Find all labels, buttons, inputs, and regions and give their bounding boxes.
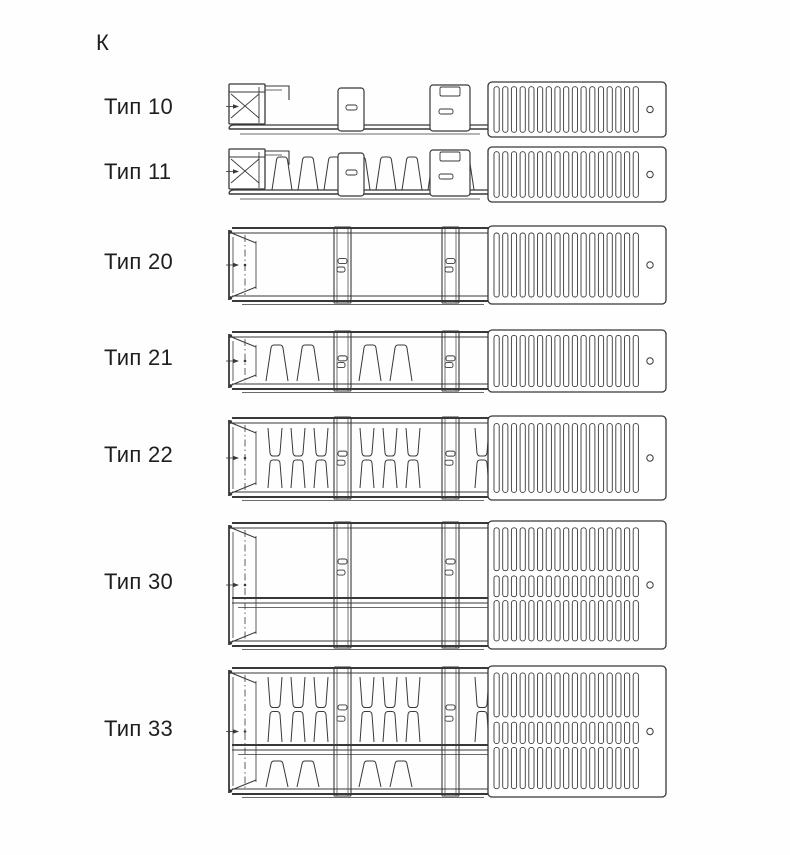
mounting-brackets [338,150,470,196]
type-label: Тип 21 [104,345,174,370]
radiator-diagram [216,412,672,504]
type-label: Тип 33 [104,715,174,741]
mounting-brackets [334,227,459,303]
mounting-brackets [338,85,470,131]
figure-corner-label: К [96,30,109,55]
radiator-row [0,143,790,206]
type-label: Тип 10 [104,93,174,119]
radiator-diagram [216,222,672,308]
radiator-diagram [216,662,672,801]
front-grille [488,521,666,649]
front-grille [488,416,666,500]
front-grille [488,226,666,304]
radiator-diagram [216,143,672,206]
radiator-diagram [216,326,672,396]
type-label: Тип 22 [104,442,174,467]
mounting-brackets [334,522,459,648]
mounting-brackets [334,331,459,391]
type-label: Тип 11 [104,158,172,184]
front-grille [488,330,666,392]
radiator-row [0,662,790,801]
front-grille [488,666,666,797]
radiator-row [0,326,790,396]
front-grille [488,82,666,137]
front-grille [488,147,666,202]
radiator-row [0,222,790,308]
radiator-row [0,517,790,653]
radiator-row [0,78,790,141]
type-label: Тип 20 [104,249,174,274]
radiator-diagram [216,517,672,653]
radiator-diagram [216,78,672,141]
type-label: Тип 30 [104,569,174,594]
radiator-row [0,412,790,504]
